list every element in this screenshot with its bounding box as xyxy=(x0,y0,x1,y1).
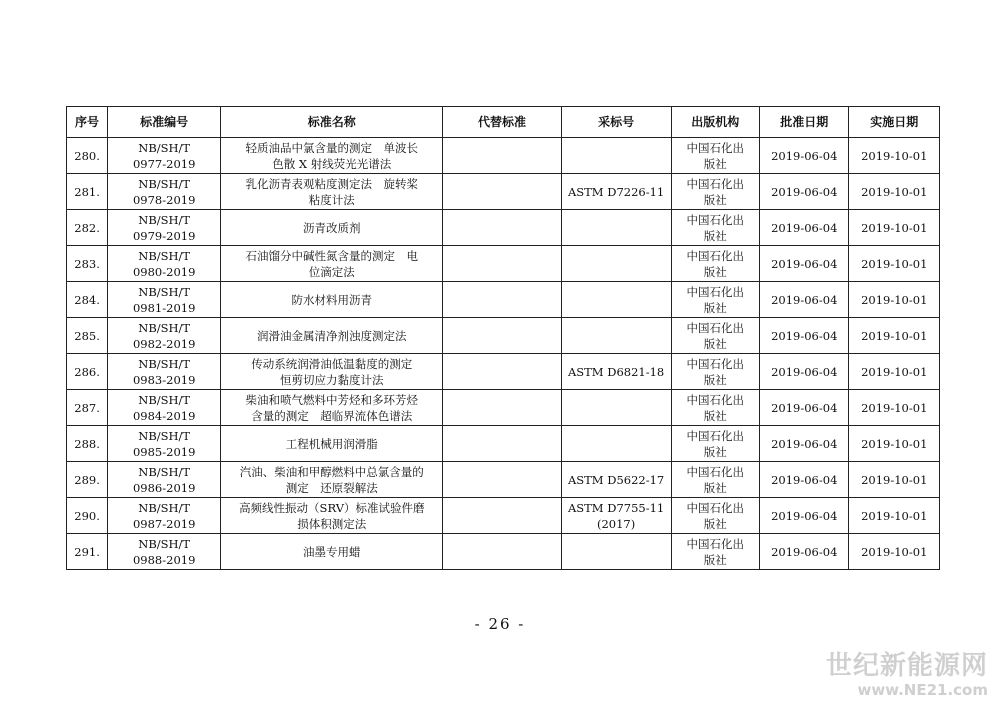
cell-code-line: 0982-2019 xyxy=(132,336,196,351)
cell-publisher-line: 中国石化出 xyxy=(686,248,745,263)
cell-implement-date: 2019-10-01 xyxy=(849,210,940,246)
cell-code-line: NB/SH/T xyxy=(138,356,191,371)
cell-publisher xyxy=(671,210,759,246)
cell-publisher xyxy=(671,390,759,426)
table-row xyxy=(67,354,940,390)
cell-implement-date: 2019-10-01 xyxy=(849,246,940,282)
cell-publisher-line: 版社 xyxy=(703,192,727,207)
cell-code xyxy=(108,210,221,246)
cell-code-line: NB/SH/T xyxy=(138,392,191,407)
cell-publisher xyxy=(671,246,759,282)
cell-implement-date: 2019-10-01 xyxy=(849,282,940,318)
table-row xyxy=(67,246,940,282)
standards-table xyxy=(66,106,940,570)
cell-adopted xyxy=(561,426,671,462)
cell-name-line: 色散 X 射线荧光光谱法 xyxy=(272,156,392,171)
cell-name-line: 沥青改质剂 xyxy=(303,220,361,235)
cell-publisher xyxy=(671,534,759,570)
cell-code xyxy=(108,390,221,426)
header-index: 序号 xyxy=(67,107,108,138)
cell-code-line: NB/SH/T xyxy=(138,248,191,263)
cell-adopted xyxy=(561,390,671,426)
cell-code-line: 0987-2019 xyxy=(132,516,196,531)
cell-index: 281. xyxy=(67,174,108,210)
cell-publisher-line: 中国石化出 xyxy=(686,176,745,191)
cell-approve-date: 2019-06-04 xyxy=(760,210,849,246)
cell-publisher xyxy=(671,354,759,390)
cell-replaces xyxy=(443,498,561,534)
cell-code-line: 0988-2019 xyxy=(132,552,196,567)
cell-implement-date: 2019-10-01 xyxy=(849,354,940,390)
cell-name xyxy=(221,462,443,498)
cell-name xyxy=(221,318,443,354)
cell-code xyxy=(108,246,221,282)
cell-name-line: 恒剪切应力黏度计法 xyxy=(280,372,384,387)
cell-publisher xyxy=(671,426,759,462)
cell-code-line: NB/SH/T xyxy=(138,320,191,335)
cell-adopted xyxy=(561,498,671,534)
table-row xyxy=(67,462,940,498)
cell-publisher-line: 版社 xyxy=(703,156,727,171)
cell-adopted xyxy=(561,138,671,174)
cell-index: 289. xyxy=(67,462,108,498)
cell-name xyxy=(221,138,443,174)
cell-name-line: 润滑油金属清净剂浊度测定法 xyxy=(257,328,407,343)
cell-name xyxy=(221,354,443,390)
cell-index: 287. xyxy=(67,390,108,426)
cell-adopted-line: ASTM D7755-11 xyxy=(567,500,665,515)
cell-replaces xyxy=(443,462,561,498)
cell-index: 288. xyxy=(67,426,108,462)
cell-name xyxy=(221,246,443,282)
header-publisher: 出版机构 xyxy=(671,107,759,138)
cell-publisher-line: 版社 xyxy=(703,336,727,351)
cell-publisher-line: 版社 xyxy=(703,516,727,531)
cell-index: 290. xyxy=(67,498,108,534)
cell-code-line: NB/SH/T xyxy=(138,140,191,155)
cell-code-line: NB/SH/T xyxy=(138,536,191,551)
cell-adopted xyxy=(561,174,671,210)
watermark-name: 世纪新能源网 xyxy=(825,651,988,681)
cell-name-line: 损体积测定法 xyxy=(297,516,367,531)
cell-name-line: 柴油和喷气燃料中芳烃和多环芳烃 xyxy=(245,392,419,407)
cell-code xyxy=(108,318,221,354)
cell-implement-date: 2019-10-01 xyxy=(849,390,940,426)
cell-name-line: 测定 还原裂解法 xyxy=(285,480,378,495)
cell-name-line: 轻质油品中氯含量的测定 单波长 xyxy=(245,140,419,155)
cell-code-line: 0984-2019 xyxy=(132,408,196,423)
cell-publisher-line: 版社 xyxy=(703,300,727,315)
cell-adopted xyxy=(561,282,671,318)
cell-code-line: 0983-2019 xyxy=(132,372,196,387)
cell-adopted xyxy=(561,534,671,570)
cell-publisher-line: 中国石化出 xyxy=(686,140,745,155)
table-row xyxy=(67,390,940,426)
cell-approve-date: 2019-06-04 xyxy=(760,174,849,210)
header-approve-date: 批准日期 xyxy=(760,107,849,138)
cell-publisher-line: 版社 xyxy=(703,552,727,567)
cell-publisher-line: 中国石化出 xyxy=(686,428,745,443)
table-row xyxy=(67,534,940,570)
cell-code-line: 0986-2019 xyxy=(132,480,196,495)
cell-replaces xyxy=(443,246,561,282)
table-row xyxy=(67,138,940,174)
cell-name xyxy=(221,210,443,246)
cell-code xyxy=(108,534,221,570)
cell-code xyxy=(108,426,221,462)
cell-publisher xyxy=(671,174,759,210)
cell-implement-date: 2019-10-01 xyxy=(849,462,940,498)
cell-publisher xyxy=(671,138,759,174)
cell-publisher-line: 中国石化出 xyxy=(686,284,745,299)
cell-adopted xyxy=(561,210,671,246)
cell-name xyxy=(221,498,443,534)
cell-publisher-line: 中国石化出 xyxy=(686,464,745,479)
table-row xyxy=(67,210,940,246)
cell-implement-date: 2019-10-01 xyxy=(849,174,940,210)
cell-replaces xyxy=(443,318,561,354)
cell-publisher-line: 版社 xyxy=(703,372,727,387)
cell-approve-date: 2019-06-04 xyxy=(760,426,849,462)
cell-code-line: NB/SH/T xyxy=(138,464,191,479)
cell-code xyxy=(108,462,221,498)
cell-name-line: 位滴定法 xyxy=(308,264,355,279)
cell-replaces xyxy=(443,174,561,210)
cell-index: 291. xyxy=(67,534,108,570)
cell-code-line: NB/SH/T xyxy=(138,212,191,227)
table-body xyxy=(67,138,940,570)
table-row xyxy=(67,282,940,318)
header-replaces: 代替标准 xyxy=(443,107,561,138)
cell-code-line: 0980-2019 xyxy=(132,264,196,279)
cell-code xyxy=(108,282,221,318)
cell-index: 285. xyxy=(67,318,108,354)
cell-name xyxy=(221,534,443,570)
table-row xyxy=(67,426,940,462)
cell-approve-date: 2019-06-04 xyxy=(760,390,849,426)
cell-replaces xyxy=(443,426,561,462)
cell-index: 283. xyxy=(67,246,108,282)
cell-name-line: 汽油、柴油和甲醇燃料中总氯含量的 xyxy=(239,464,424,479)
cell-name-line: 工程机械用润滑脂 xyxy=(285,436,378,451)
cell-adopted-line: (2017) xyxy=(596,516,636,531)
cell-name-line: 乳化沥青表观粘度测定法 旋转桨 xyxy=(245,176,419,191)
cell-replaces xyxy=(443,354,561,390)
cell-adopted-line: ASTM D6821-18 xyxy=(567,364,665,379)
cell-approve-date: 2019-06-04 xyxy=(760,462,849,498)
cell-adopted xyxy=(561,246,671,282)
cell-name-line: 粘度计法 xyxy=(308,192,355,207)
cell-index: 280. xyxy=(67,138,108,174)
cell-code-line: NB/SH/T xyxy=(138,428,191,443)
table-row xyxy=(67,498,940,534)
cell-code-line: 0979-2019 xyxy=(132,228,196,243)
cell-index: 286. xyxy=(67,354,108,390)
header-name: 标准名称 xyxy=(221,107,443,138)
cell-adopted xyxy=(561,462,671,498)
cell-publisher-line: 版社 xyxy=(703,228,727,243)
cell-publisher-line: 中国石化出 xyxy=(686,500,745,515)
cell-replaces xyxy=(443,534,561,570)
cell-approve-date: 2019-06-04 xyxy=(760,282,849,318)
cell-name-line: 传动系统润滑油低温黏度的测定 xyxy=(251,356,413,371)
cell-name-line: 石油馏分中碱性氮含量的测定 电 xyxy=(245,248,419,263)
cell-name-line: 高频线性振动（SRV）标准试验件磨 xyxy=(239,500,425,515)
cell-replaces xyxy=(443,390,561,426)
cell-name xyxy=(221,426,443,462)
watermark-url: www.NE21.com xyxy=(857,681,988,699)
cell-approve-date: 2019-06-04 xyxy=(760,138,849,174)
cell-publisher-line: 中国石化出 xyxy=(686,320,745,335)
cell-index: 284. xyxy=(67,282,108,318)
cell-publisher-line: 中国石化出 xyxy=(686,212,745,227)
cell-code-line: NB/SH/T xyxy=(138,500,191,515)
table-row xyxy=(67,174,940,210)
cell-code xyxy=(108,138,221,174)
cell-code-line: 0978-2019 xyxy=(132,192,196,207)
cell-publisher-line: 中国石化出 xyxy=(686,392,745,407)
cell-publisher-line: 版社 xyxy=(703,444,727,459)
cell-publisher-line: 中国石化出 xyxy=(686,356,745,371)
cell-publisher xyxy=(671,318,759,354)
cell-code-line: 0985-2019 xyxy=(132,444,196,459)
cell-code-line: 0981-2019 xyxy=(132,300,196,315)
cell-publisher-line: 中国石化出 xyxy=(686,536,745,551)
cell-approve-date: 2019-06-04 xyxy=(760,318,849,354)
cell-name-line: 防水材料用沥青 xyxy=(291,292,373,307)
cell-publisher-line: 版社 xyxy=(703,264,727,279)
cell-replaces xyxy=(443,138,561,174)
cell-adopted-line: ASTM D5622-17 xyxy=(567,472,665,487)
cell-name xyxy=(221,282,443,318)
cell-publisher xyxy=(671,498,759,534)
cell-approve-date: 2019-06-04 xyxy=(760,354,849,390)
cell-publisher xyxy=(671,462,759,498)
cell-index: 282. xyxy=(67,210,108,246)
cell-approve-date: 2019-06-04 xyxy=(760,246,849,282)
cell-name-line: 油墨专用蜡 xyxy=(303,544,361,559)
cell-publisher-line: 版社 xyxy=(703,480,727,495)
cell-code-line: NB/SH/T xyxy=(138,176,191,191)
cell-replaces xyxy=(443,282,561,318)
cell-name-line: 含量的测定 超临界流体色谱法 xyxy=(251,408,413,423)
table-row xyxy=(67,318,940,354)
cell-adopted-line: ASTM D7226-11 xyxy=(567,184,665,199)
cell-approve-date: 2019-06-04 xyxy=(760,498,849,534)
cell-code xyxy=(108,354,221,390)
cell-implement-date: 2019-10-01 xyxy=(849,138,940,174)
cell-adopted xyxy=(561,318,671,354)
cell-implement-date: 2019-10-01 xyxy=(849,318,940,354)
header-implement-date: 实施日期 xyxy=(849,107,940,138)
cell-publisher xyxy=(671,282,759,318)
page-number: - 26 - xyxy=(474,615,526,633)
cell-implement-date: 2019-10-01 xyxy=(849,498,940,534)
cell-code-line: 0977-2019 xyxy=(132,156,196,171)
cell-publisher-line: 版社 xyxy=(703,408,727,423)
cell-code-line: NB/SH/T xyxy=(138,284,191,299)
table-header-row xyxy=(67,107,940,138)
cell-code xyxy=(108,174,221,210)
cell-replaces xyxy=(443,210,561,246)
cell-adopted xyxy=(561,354,671,390)
cell-name xyxy=(221,390,443,426)
site-watermark xyxy=(826,651,988,699)
cell-approve-date: 2019-06-04 xyxy=(760,534,849,570)
cell-code xyxy=(108,498,221,534)
cell-implement-date: 2019-10-01 xyxy=(849,426,940,462)
header-adopted: 采标号 xyxy=(561,107,671,138)
header-code: 标准编号 xyxy=(108,107,221,138)
cell-implement-date: 2019-10-01 xyxy=(849,534,940,570)
cell-name xyxy=(221,174,443,210)
